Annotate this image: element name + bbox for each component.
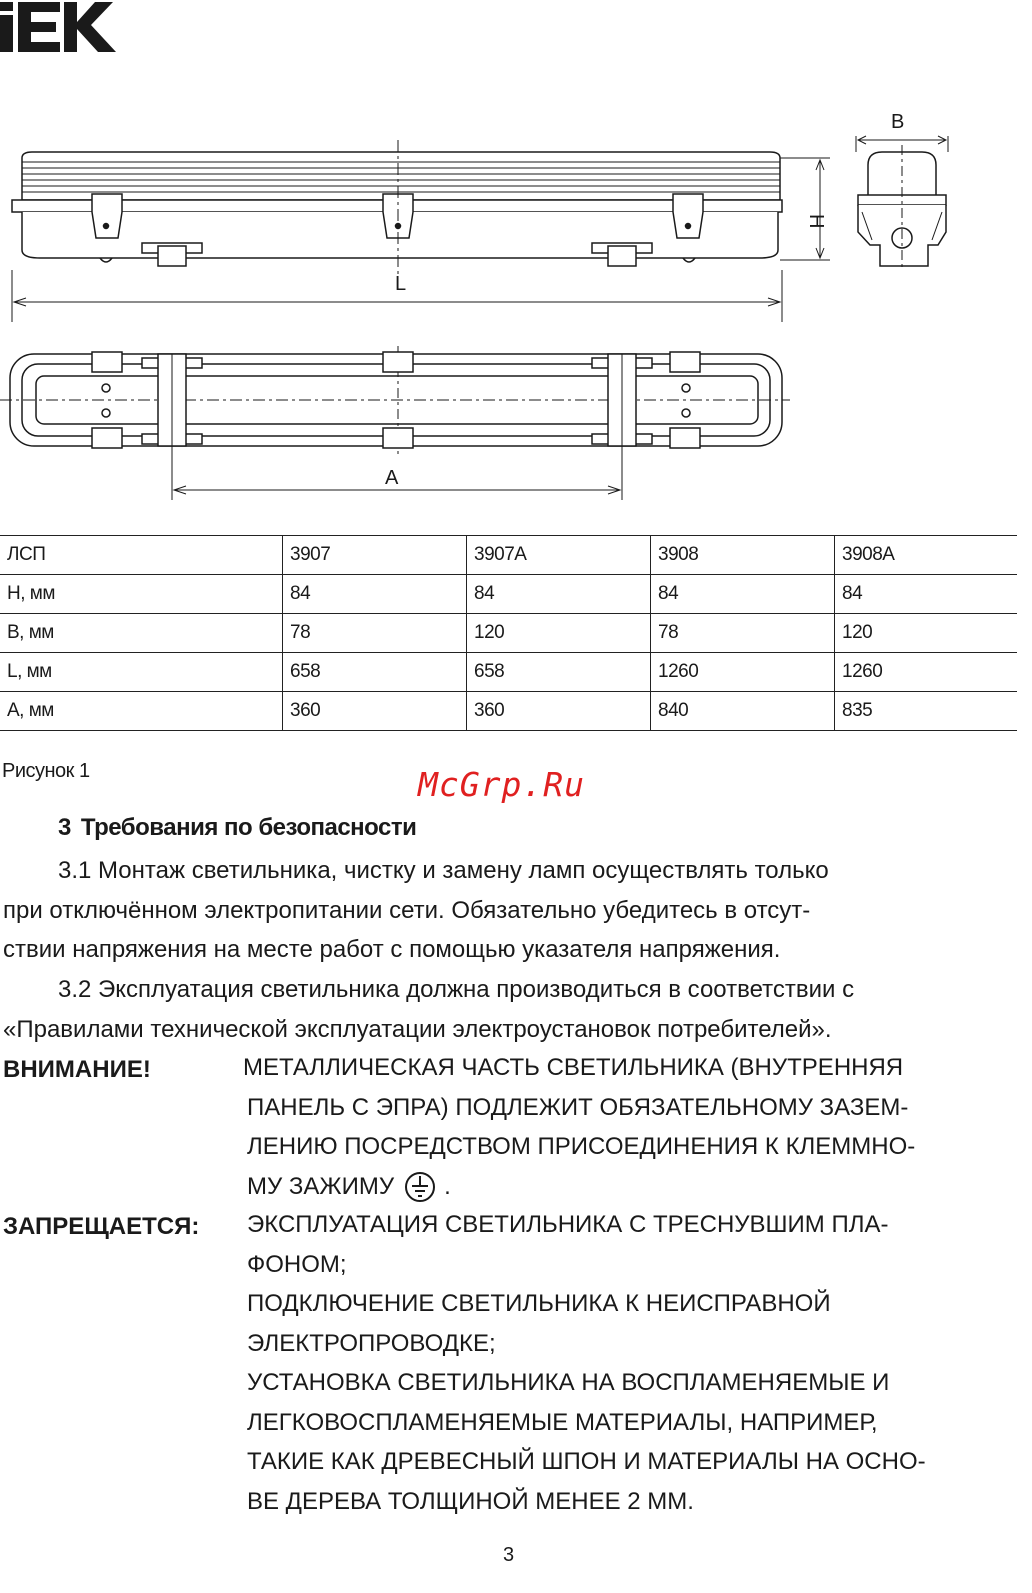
warning-label: ВНИМАНИЕ! (3, 1056, 151, 1083)
prohibited-line: ПОДКЛЮЧЕНИЕ СВЕТИЛЬНИКА К НЕИСПРАВНОЙ (247, 1290, 831, 1317)
dim-l-label: L (395, 273, 407, 295)
prohibited-line: УСТАНОВКА СВЕТИЛЬНИКА НА ВОСПЛАМЕНЯЕМЫЕ И (247, 1369, 890, 1396)
paragraph-line: «Правилами технической эксплуатации электроустановок потребителей». (3, 1015, 832, 1043)
dim-a-label: A (385, 467, 399, 489)
prohibited-line: ТАКИЕ КАК ДРЕВЕСНЫЙ ШПОН И МАТЕРИАЛЫ НА ОСНО- (247, 1448, 926, 1475)
table-cell: 360 (467, 692, 651, 731)
page-number: 3 (503, 1544, 515, 1566)
table-cell: 1260 (651, 653, 835, 692)
paragraph-line: 3.1 Монтаж светильника, чистку и замену ламп осуществлять только (58, 857, 829, 884)
table-cell: B, мм (0, 614, 283, 653)
prohibited-line: ФОНОМ; (247, 1250, 347, 1278)
table-cell: 360 (283, 692, 467, 731)
table-cell: H, мм (0, 575, 283, 614)
paragraph-3-1 (3, 851, 1013, 970)
warning-line: МУ ЗАЖИМУ (247, 1172, 395, 1200)
warning-text (243, 1048, 1013, 1206)
table-cell: ЛСП (0, 536, 283, 575)
dimensions-table (0, 535, 1017, 731)
warning-line: ПАНЕЛЬ С ЭПРА) ПОДЛЕЖИТ ОБЯЗАТЕЛЬНОМУ ЗАЗЕМ- (247, 1093, 909, 1121)
table-cell: L, мм (0, 653, 283, 692)
ground-terminal-icon (404, 1171, 436, 1203)
prohibited-line: ЭЛЕКТРОПРОВОДКЕ; (247, 1329, 496, 1357)
table-cell: 120 (835, 614, 1018, 653)
table-cell: 835 (835, 692, 1018, 731)
prohibited-line: ВЕ ДЕРЕВА ТОЛЩИНОЙ МЕНЕЕ 2 ММ. (247, 1487, 694, 1515)
prohibited-label: ЗАПРЕЩАЕТСЯ: (3, 1213, 200, 1240)
warning-line: МЕТАЛЛИЧЕСКАЯ ЧАСТЬ СВЕТИЛЬНИКА (ВНУТРЕННЯЯ (243, 1054, 904, 1081)
section-title: Требования по безопасности (80, 814, 417, 841)
section-number: 3 (58, 814, 71, 841)
warning-line: ЛЕНИЮ ПОСРЕДСТВОМ ПРИСОЕДИНЕНИЯ К КЛЕММНО- (247, 1133, 916, 1160)
table-cell: 3908 (651, 536, 835, 575)
table-cell: 658 (283, 653, 467, 692)
table-cell: 840 (651, 692, 835, 731)
table-cell: 84 (467, 575, 651, 614)
table-cell: 78 (283, 614, 467, 653)
paragraph-line: ствии напряжения на месте работ с помощью указателя напряжения. (3, 936, 781, 963)
dim-h-label: H (805, 214, 827, 229)
table-cell: 84 (283, 575, 467, 614)
table-cell: 3908A (835, 536, 1018, 575)
table-row (0, 653, 1017, 692)
table-cell: 1260 (835, 653, 1018, 692)
paragraph-3-2 (3, 970, 1013, 1049)
prohibited-line: ЛЕГКОВОСПЛАМЕНЯЕМЫЕ МАТЕРИАЛЫ, НАПРИМЕР, (247, 1408, 878, 1436)
table-cell: 658 (467, 653, 651, 692)
prohibited-line: ЭКСПЛУАТАЦИЯ СВЕТИЛЬНИКА С ТРЕСНУВШИМ ПЛА- (247, 1211, 889, 1238)
table-cell: 84 (651, 575, 835, 614)
figure-caption: Рисунок 1 (2, 760, 90, 782)
table-cell: 84 (835, 575, 1018, 614)
paragraph-line: 3.2 Эксплуатация светильника должна производиться в соответствии с (58, 976, 855, 1003)
table-row (0, 614, 1017, 653)
table-cell: 3907A (467, 536, 651, 575)
end-view (856, 136, 948, 270)
luminaire-drawing (0, 100, 1032, 540)
table-header-row (0, 536, 1017, 575)
paragraph-line: при отключённом электропитании сети. Обязательно убедитесь в отсут- (3, 896, 811, 924)
dim-b-label: B (891, 111, 905, 133)
table-row (0, 575, 1017, 614)
section-heading (58, 814, 416, 842)
table-cell: 3907 (283, 536, 467, 575)
table-cell: 78 (651, 614, 835, 653)
watermark: McGrp.Ru (418, 765, 585, 804)
warning-line-end: . (444, 1172, 451, 1200)
side-view (12, 140, 830, 322)
iek-logo (0, 2, 116, 52)
table-row (0, 692, 1017, 731)
table-cell: 120 (467, 614, 651, 653)
prohibited-text (247, 1205, 1017, 1521)
table-cell: A, мм (0, 692, 283, 731)
